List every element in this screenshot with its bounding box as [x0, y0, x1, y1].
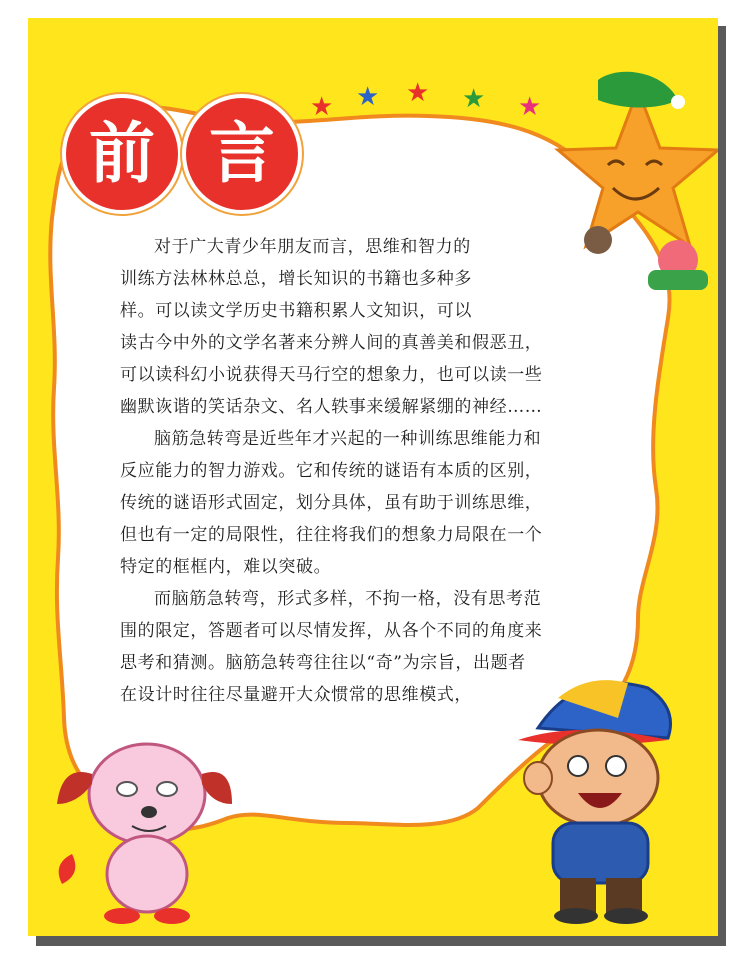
- red-star-icon: ★: [310, 92, 334, 122]
- text-line: 反应能力的智力游戏。它和传统的谜语有本质的区别，: [120, 461, 543, 481]
- title-circle: [62, 94, 182, 214]
- blue-star-icon: ★: [356, 82, 380, 112]
- text-line: 幽默诙谐的笑话杂文、名人轶事来缓解紧绷的神经……: [120, 397, 543, 417]
- boy-illustration: [498, 658, 708, 928]
- text-line: 但也有一定的局限性，往往将我们的想象力局限在一个: [120, 525, 543, 545]
- text-line: 读古今中外的文学名著来分辨人间的真善美和假恶丑，: [120, 333, 543, 353]
- text-line: 对于广大青少年朋友而言，思维和智力的: [154, 237, 471, 257]
- title-banner: [54, 94, 314, 214]
- text-line: 训练方法林林总总，增长知识的书籍也多种多: [120, 269, 472, 289]
- text-line: 在设计时往往尽量避开大众惯常的思维模式，: [120, 685, 472, 705]
- page-title-char: 前: [89, 115, 155, 192]
- pink-dog-illustration: [52, 734, 232, 924]
- pink-star-icon: ★: [518, 92, 542, 122]
- text-line: 样。可以读文学历史书籍积累人文知识，可以: [120, 301, 472, 321]
- page-title-char: 言: [209, 115, 275, 192]
- text-line: 特定的框框内，难以突破。: [120, 557, 332, 577]
- text-line: 传统的谜语形式固定，划分具体，虽有助于训练思维，: [120, 493, 543, 513]
- book-page: [28, 18, 718, 936]
- text-line: 围的限定，答题者可以尽情发挥，从各个不同的角度来: [120, 621, 543, 641]
- text-line: 可以读科幻小说获得天马行空的想象力，也可以读一些: [120, 365, 543, 385]
- title-circle: [182, 94, 302, 214]
- text-line: 思考和猜测。脑筋急转弯往往以“奇”为宗旨，出题者: [120, 653, 526, 673]
- text-line: 而脑筋急转弯，形式多样，不拘一格，没有思考范: [154, 589, 542, 609]
- smiling-star-illustration: [528, 70, 718, 300]
- text-line: 脑筋急转弯是近些年才兴起的一种训练思维能力和: [154, 429, 542, 449]
- red-star-icon: ★: [406, 78, 430, 108]
- green-star-icon: ★: [462, 84, 486, 114]
